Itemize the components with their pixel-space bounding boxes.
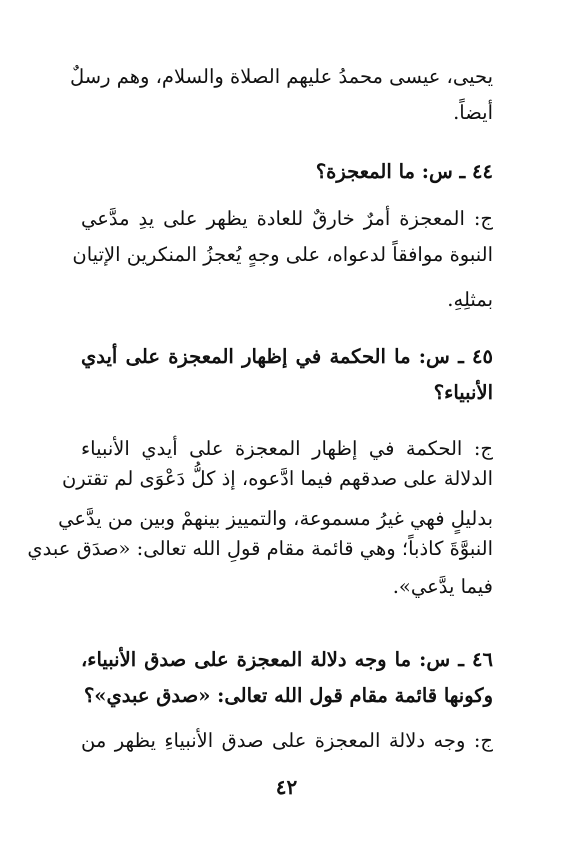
text-line: فيما يدَّعي». (392, 575, 493, 598)
text-line: أيضاً. (453, 101, 493, 124)
text-line: النبوة موافقاً لدعواه، على وجهٍ يُعجزُ المنكرين الإتيان (72, 243, 493, 266)
text-line: ٤٥ ـ س: ما الحكمة في إظهار المعجزة على أيدي (81, 345, 493, 368)
text-line: وكونها قائمة مقام قول الله تعالى: «صدق عبدي»؟ (83, 684, 493, 707)
text-line: النبوَّةَ كاذباً؛ وهي قائمة مقام قولِ الله تعالى: «صدَق عبدي (27, 537, 493, 560)
text-line: الأنبياء؟ (433, 381, 493, 404)
text-line: بدليلٍ فهي غيرُ مسموعة، والتمييز بينهمْ وبين من يدَّعي (58, 507, 493, 530)
text-line: ج: الحكمة في إظهار المعجزة على أيدي الأنبياء (81, 437, 493, 460)
page-number: ٤٢ (275, 775, 298, 799)
text-line: ج: المعجزة أمرٌ خارقٌ للعادة يظهر على يدِ مدَّعي (81, 207, 493, 230)
text-line: يحيى، عيسى محمدُ عليهم الصلاة والسلام، وهم رسلٌ (70, 65, 493, 88)
text-line: ٤٦ ـ س: ما وجه دلالة المعجزة على صدق الأنبياء، (81, 648, 493, 671)
text-line: ٤٤ ـ س: ما المعجزة؟ (315, 160, 493, 183)
text-line: ج: وجه دلالة المعجزة على صدق الأنبياءِ يظهر من (81, 729, 493, 752)
text-line: بمثلِهِ. (447, 288, 493, 311)
text-line: الدلالة على صدقهم فيما ادَّعوه، إذ كلُّ دَعْوَى لم تقترن (61, 467, 493, 490)
